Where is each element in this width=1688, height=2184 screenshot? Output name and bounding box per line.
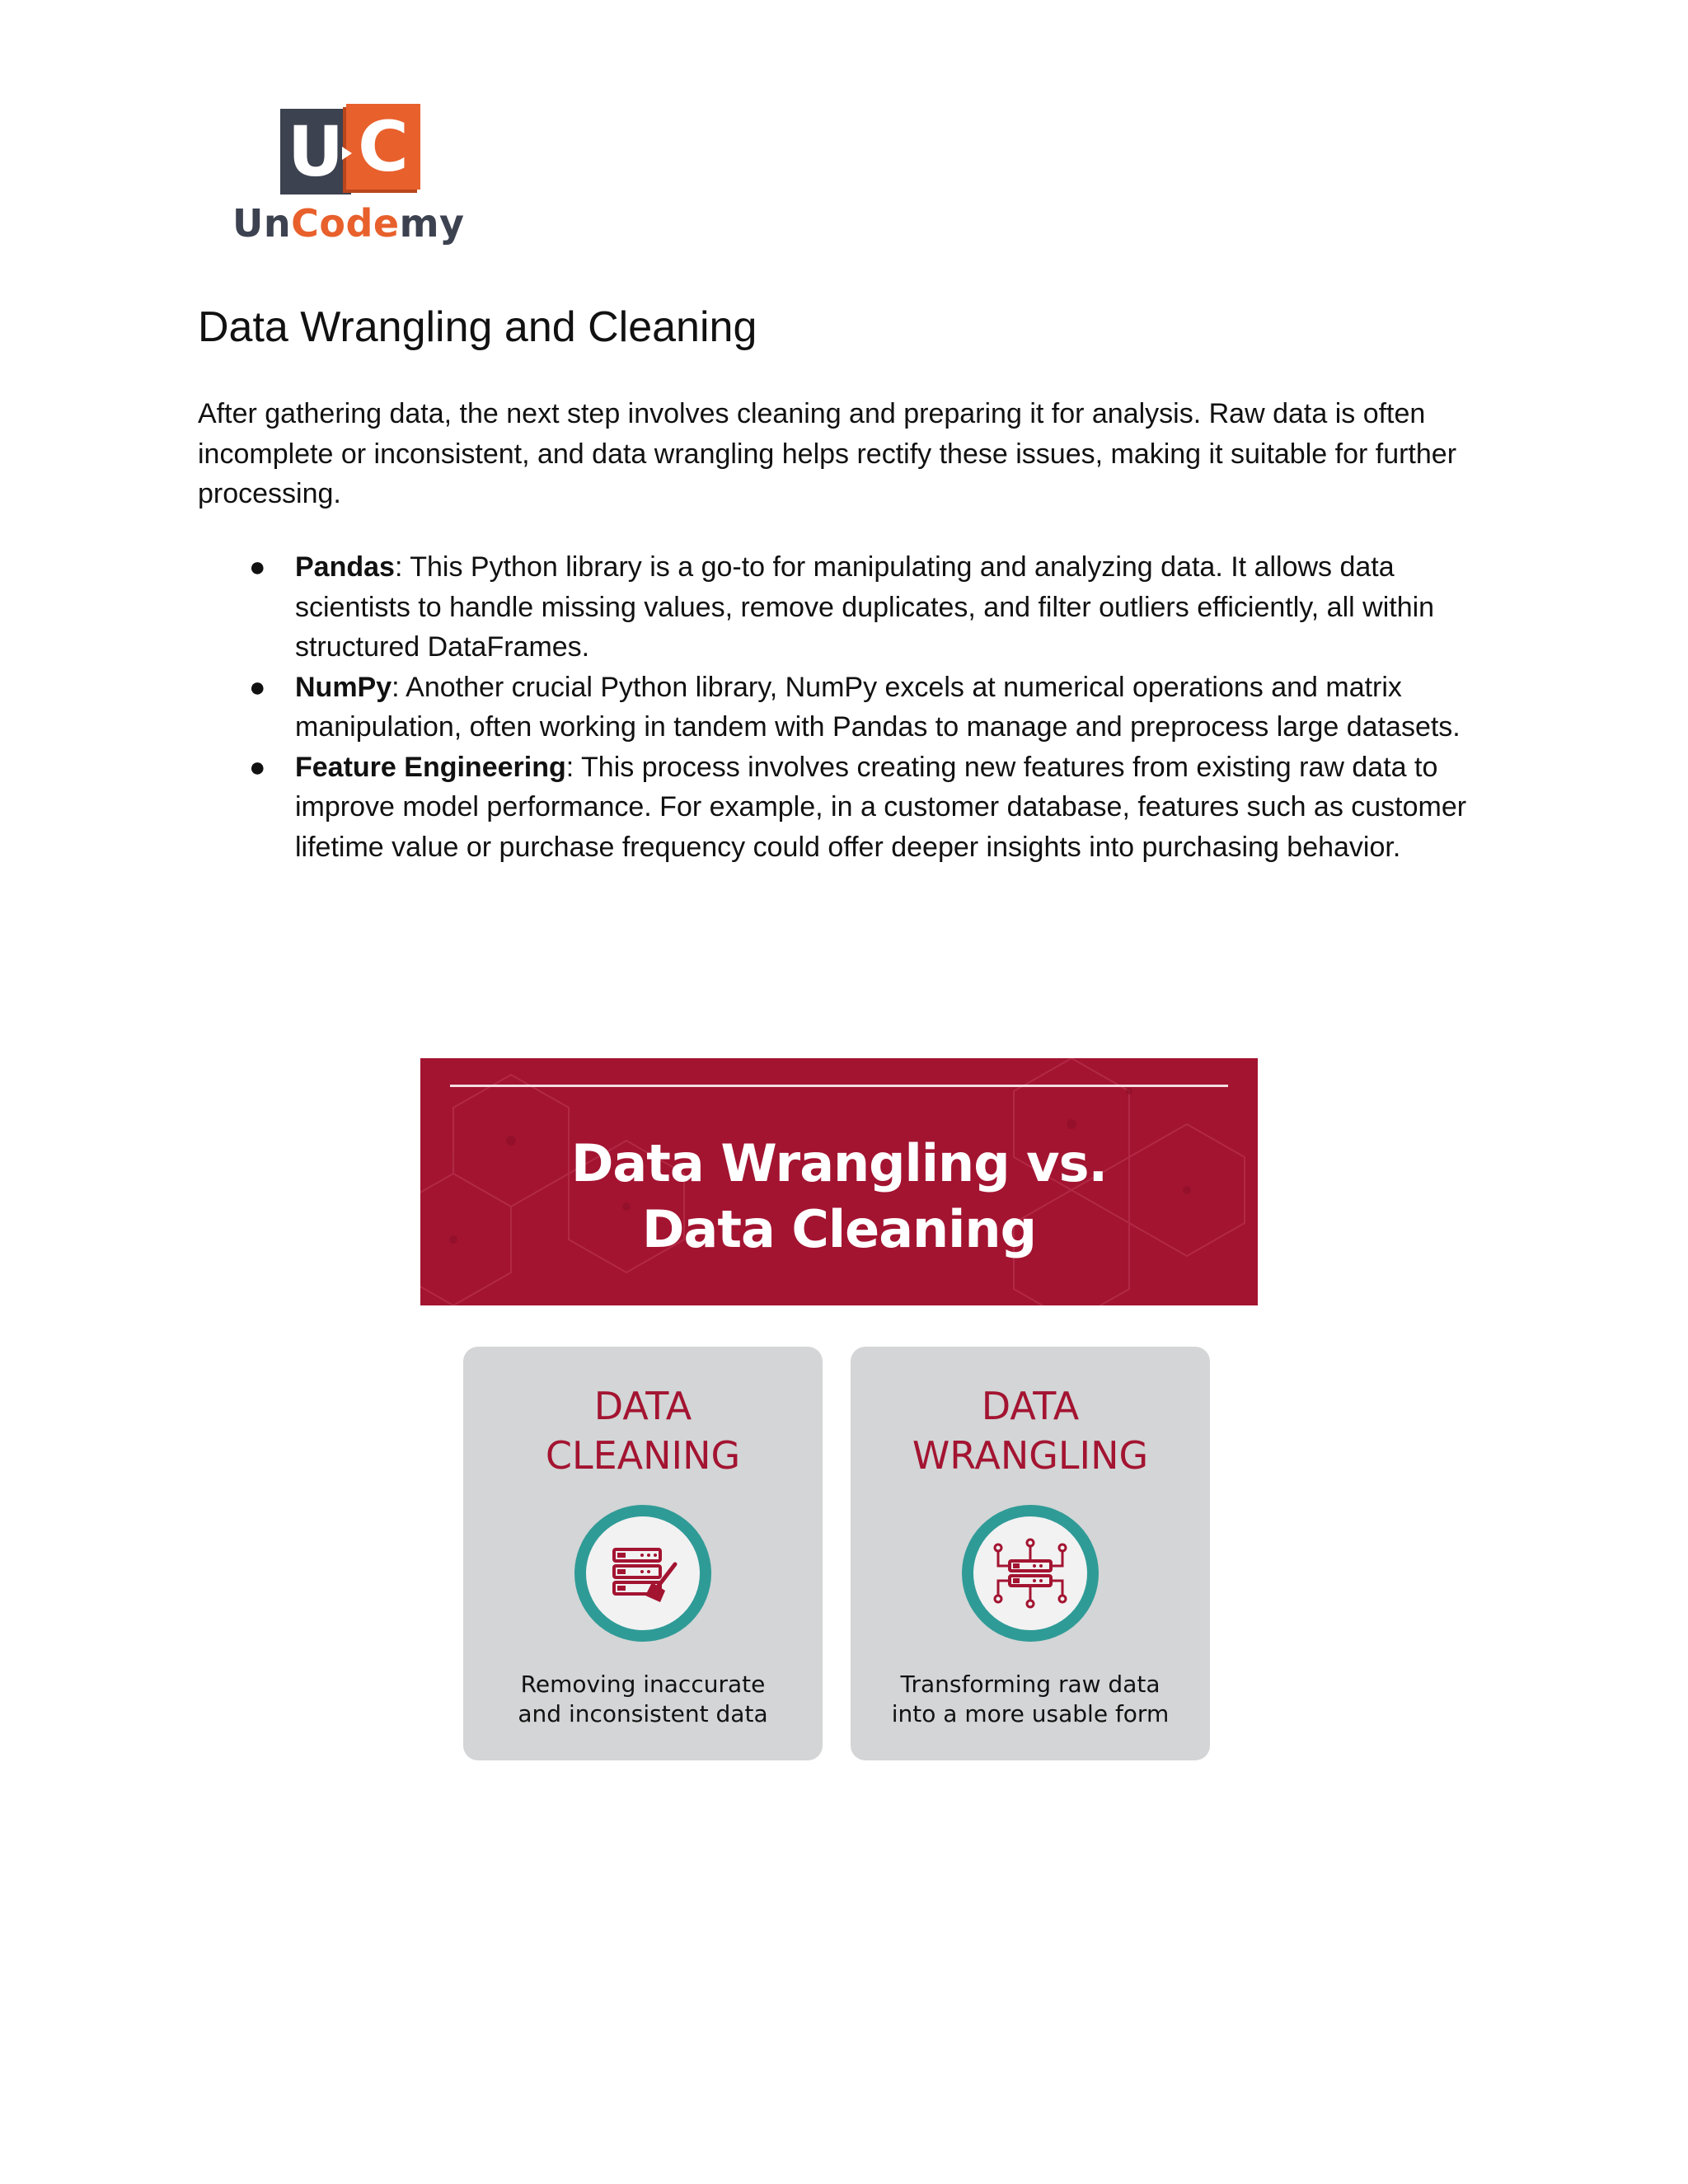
server-broom-icon [573, 1503, 713, 1643]
banner-divider [450, 1085, 1228, 1087]
logo-word-my: my [399, 201, 465, 246]
list-item-feature-engineering [198, 748, 1515, 868]
list-item-term: Pandas [295, 551, 395, 583]
banner-title-line1: Data Wrangling vs. [570, 1133, 1108, 1193]
card-title-line1: DATA [593, 1384, 692, 1428]
infographic-banner [420, 1058, 1258, 1305]
card-caption-line2: into a more usable form [891, 1700, 1170, 1727]
intro-paragraph: After gathering data, the next step involves cleaning and preparing it for analysis. Raw data is often incomplete or inconsistent, and data wrangling helps rectify these issues, making it suitable for further processing. [198, 398, 1457, 509]
card-title-line2: WRANGLING [912, 1433, 1149, 1478]
list-item-text: : Another crucial Python library, NumPy excels at numerical operations and matrix manipulation, often working in tandem with Pandas to manage and preprocess large datasets. [295, 671, 1461, 743]
card-caption [851, 1670, 1210, 1729]
logo-mark-u: U [280, 109, 351, 194]
logo-mark [280, 104, 422, 196]
card-caption-line1: Removing inaccurate [520, 1671, 766, 1698]
bullet-icon: ● [249, 751, 266, 783]
server-network-icon [960, 1503, 1100, 1643]
data-cleaning-card [463, 1347, 823, 1760]
logo-word-code: Code [291, 201, 400, 246]
bullet-icon: ● [249, 551, 266, 583]
list-item-term: Feature Engineering [295, 751, 566, 783]
card-title [463, 1381, 823, 1480]
list-item-pandas [198, 547, 1515, 668]
page-title: Data Wrangling and Cleaning [198, 303, 757, 351]
logo-mark-c: C [346, 104, 420, 190]
list-item-text: : This Python library is a go-to for manipulating and analyzing data. It allows data scientists to handle missing values, remove duplicates, and filter outliers efficiently, all within structured DataFrames. [295, 551, 1435, 663]
logo-mark-arrow [342, 147, 352, 160]
list-item-term: NumPy [295, 671, 392, 703]
comparison-infographic [420, 1058, 1258, 1762]
logo-wordmark [232, 201, 465, 246]
logo-word-un: Un [232, 201, 292, 246]
card-caption [463, 1670, 823, 1729]
data-wrangling-card [851, 1347, 1210, 1760]
card-title-line2: CLEANING [545, 1433, 741, 1478]
banner-title-line2: Data Cleaning [642, 1199, 1036, 1259]
list-item-text: : This process involves creating new features from existing raw data to improve model performance. For example, in a customer database, features such as customer lifetime value or purchase frequency could offer deeper insights into purchasing behavior. [295, 751, 1467, 863]
card-title-line1: DATA [981, 1384, 1080, 1428]
card-caption-line2: and inconsistent data [518, 1700, 768, 1727]
tools-list [198, 547, 1517, 867]
card-title [851, 1381, 1210, 1480]
card-caption-line1: Transforming raw data [900, 1671, 1160, 1698]
uncodemy-logo [232, 104, 471, 252]
banner-title [420, 1131, 1258, 1263]
list-item-numpy [198, 668, 1515, 748]
bullet-icon: ● [249, 671, 266, 703]
